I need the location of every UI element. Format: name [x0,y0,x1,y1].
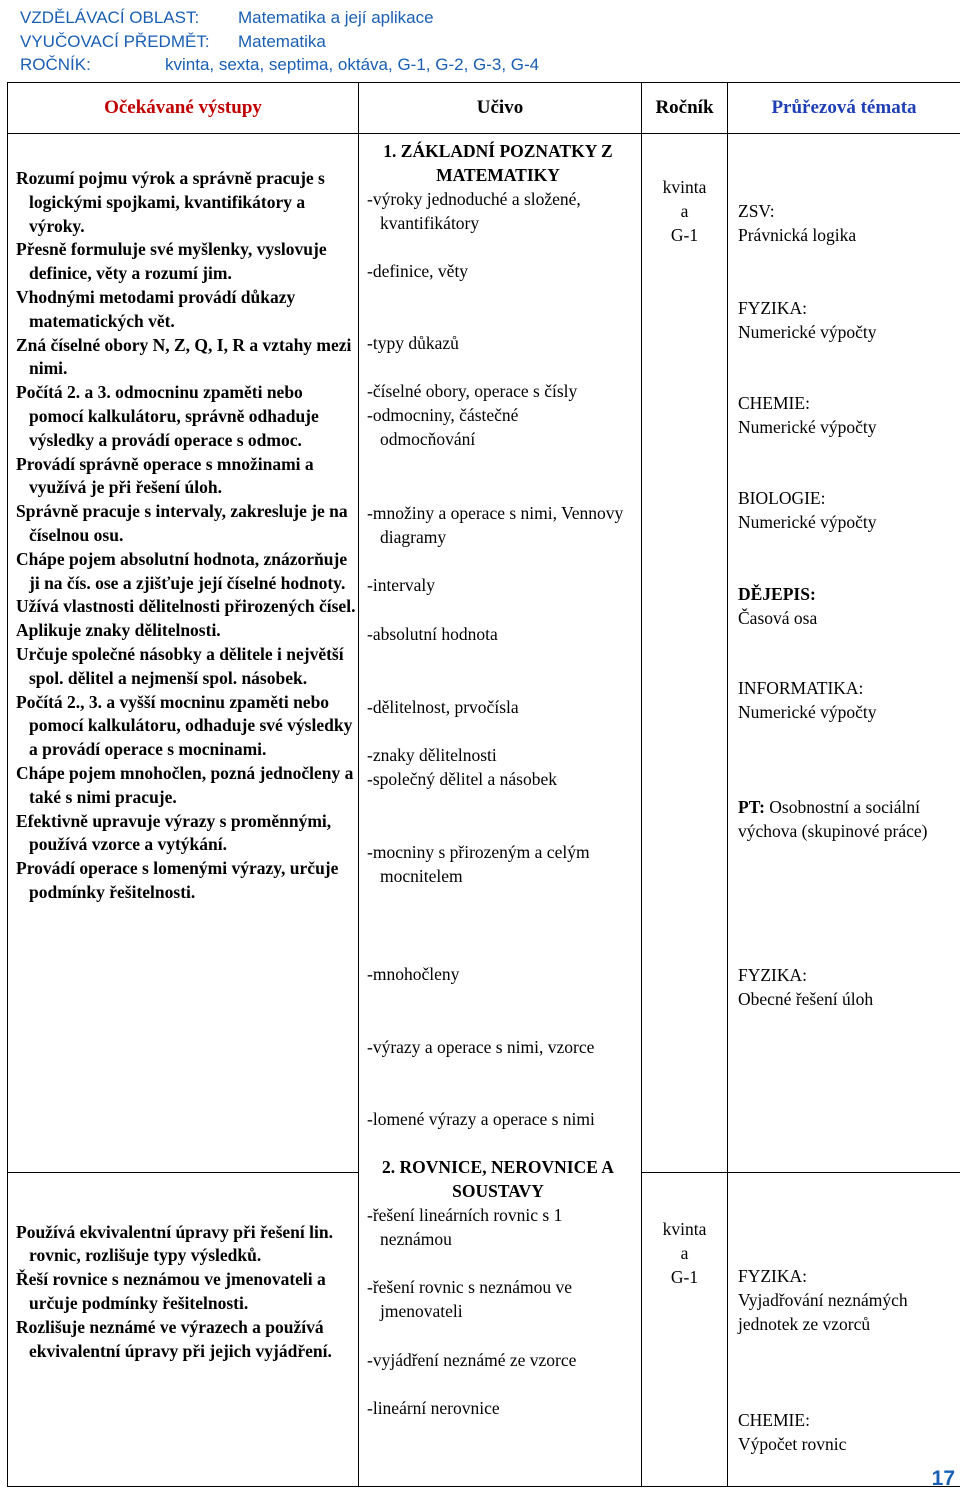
theme-topic: Numerické výpočty [738,702,877,722]
outcome-item: Přesně formuluje své myšlenky, vyslovuje definice, věty a rozumí jim. [16,239,327,284]
content-item: -dělitelnost, prvočísla [367,697,519,717]
section1-outcomes [8,134,359,1173]
theme-block [738,1264,953,1336]
outcome-item: Efektivně upravuje výrazy s proměnnými, používá vzorce a vytýkání. [16,810,332,855]
content-item: -znaky dělitelnosti [367,745,497,765]
grade-line: kvinta [662,177,707,197]
meta-predmet [20,30,539,54]
theme-block [738,963,873,1011]
section2-outcomes [8,1172,359,1486]
meta-rocnik-value: kvinta, sexta, septima, oktáva, G-1, G-2, G-3, G-4 [165,55,540,74]
grade-line: G-1 [670,1266,699,1287]
section1-themes [728,134,960,1173]
curriculum-table [7,82,960,1487]
content-item: -odmocniny, částečné odmocňování [367,405,519,449]
outcome-item: Provádí správně operace s množinami a využívá je při řešení úloh. [16,453,314,498]
theme-subject: ZSV: [738,201,775,221]
content-item: -definice, věty [367,261,469,281]
theme-subject: FYZIKA: [738,298,808,318]
outcome-item: Zná číselné obory N, Z, Q, I, R a vztahy mezi nimi. [16,334,352,379]
theme-topic: Časová osa [738,608,818,628]
content-item: -vyjádření neznámé ze vzorce [367,1350,577,1370]
theme-subject: FYZIKA: [738,1265,808,1286]
content-item: -lineární nerovnice [367,1398,500,1418]
content-item: -lomené výrazy a operace s nimi [367,1109,595,1129]
content-head-1: 1. ZÁKLADNÍ POZNATKY Z MATEMATIKY [383,141,613,185]
meta-predmet-label: VYUČOVACÍ PŘEDMĚT: [20,31,210,51]
theme-block [738,296,877,344]
theme-subject: CHEMIE: [738,1409,810,1430]
meta-rocnik [20,53,539,77]
outcome-item: Rozumí pojmu výrok a správně pracuje s logickými spojkami, kvantifikátory a výroky. [16,168,325,236]
outcome-item: Správně pracuje s intervaly, zakresluje je na číselnou osu. [16,501,348,545]
grade-line: a [680,1242,689,1263]
outcome-item: Chápe pojem mnohočlen, pozná jednočleny a také s nimi pracuje. [16,762,354,807]
theme-topic: Numerické výpočty [738,322,877,342]
outcome-item: Určuje společné násobky a dělitele i největší spol. dělitel a nejmenší spol. násobek. [16,643,344,688]
outcome-item: Řeší rovnice s neznámou ve jmenovateli a určuje podmínky řešitelnosti. [16,1269,326,1313]
theme-topic: Vyjadřování neznámých jednotek ze vzorců [738,1289,908,1334]
content-item: -absolutní hodnota [367,624,498,644]
theme-block [738,1408,846,1456]
outcome-item: Rozlišuje neznámé ve výrazech a používá ekvivalentní úpravy při jejich vyjádření. [16,1316,332,1361]
theme-subject: INFORMATIKA: [738,678,864,698]
content-item: -intervaly [367,575,436,595]
theme-subject: BIOLOGIE: [738,488,826,508]
document-meta [20,6,539,77]
theme-block [738,795,938,843]
outcome-item: Používá ekvivalentní úpravy při řešení lin. rovnic, rozlišuje typy výsledků. [16,1221,333,1266]
theme-block [738,486,877,534]
content-head-2: 2. ROVNICE, NEROVNICE A SOUSTAVY [382,1157,614,1201]
header-row [8,83,960,134]
section2-grade [642,1172,728,1486]
content-item: -mnohočleny [367,964,460,984]
header-outcomes: Očekávané výstupy [8,83,359,134]
content-item: -společný dělitel a násobek [367,769,558,789]
meta-oblast-label: VZDĚLÁVACÍ OBLAST: [20,8,200,27]
outcome-item: Aplikuje znaky dělitelnosti. [16,620,221,641]
content-item: -množiny a operace s nimi, Vennovy diagramy [367,503,624,547]
header-themes: Průřezová témata [728,83,960,134]
outcome-item: Počítá 2. a 3. odmocninu zpaměti nebo pomocí kalkulátoru, správně odhaduje výsledky a provádí operace s odmoc. [16,382,319,450]
theme-block [738,676,877,724]
content-item: -řešení rovnic s neznámou ve jmenovateli [367,1277,573,1321]
meta-oblast [20,6,539,30]
theme-topic: Numerické výpočty [738,512,877,532]
theme-block [738,582,817,630]
theme-topic: Osobnostní a sociální výchova (skupinové práce) [738,797,928,841]
theme-subject: FYZIKA: [738,965,808,985]
content-item: -číselné obory, operace s čísly [367,381,578,401]
theme-subject: DĚJEPIS: [738,584,816,604]
content-item: -řešení lineárních rovnic s 1 neznámou [367,1205,563,1249]
theme-subject: CHEMIE: [738,393,810,413]
meta-rocnik-label: ROČNÍK: [20,55,91,74]
grade-line: kvinta [662,1218,707,1239]
content-item: -typy důkazů [367,333,459,353]
header-grade: Ročník [642,83,728,134]
theme-topic: Obecné řešení úloh [738,989,874,1009]
grade-line: a [680,201,689,221]
section-row-1 [8,134,960,1173]
theme-block [738,199,856,247]
section2-themes [728,1172,960,1486]
outcome-item: Provádí operace s lomenými výrazy, určuje podmínky řešitelnosti. [16,858,339,902]
meta-predmet-value: Matematika [238,31,326,51]
content-column [359,134,642,1487]
meta-oblast-value: Matematika a její aplikace [238,8,434,27]
outcome-item: Počítá 2., 3. a vyšší mocninu zpaměti nebo pomocí kalkulátoru, odhaduje své výsledky a provádí operace s mocninami. [16,691,353,760]
theme-block [738,391,877,439]
outcome-item: Užívá vlastnosti dělitelnosti přirozených čísel. [16,596,356,617]
theme-subject: PT: [738,797,765,817]
theme-topic: Právnická logika [738,225,857,245]
header-content: Učivo [359,83,642,134]
content-item: -výroky jednoduché a složené, kvantifikátory [367,189,581,233]
content-item: -výrazy a operace s nimi, vzorce [367,1037,595,1057]
theme-topic: Numerické výpočty [738,417,877,437]
outcome-item: Vhodnými metodami provádí důkazy matematických vět. [16,286,296,331]
grade-line: G-1 [670,225,699,245]
content-item: -mocniny s přirozeným a celým mocnitelem [367,842,590,886]
outcome-item: Chápe pojem absolutní hodnota, znázorňuje ji na čís. ose a zjišťuje její číselné hodnoty. [16,548,348,593]
section1-grade [642,134,728,1173]
page-number: 17 [931,1467,955,1490]
theme-topic: Výpočet rovnic [738,1433,847,1454]
